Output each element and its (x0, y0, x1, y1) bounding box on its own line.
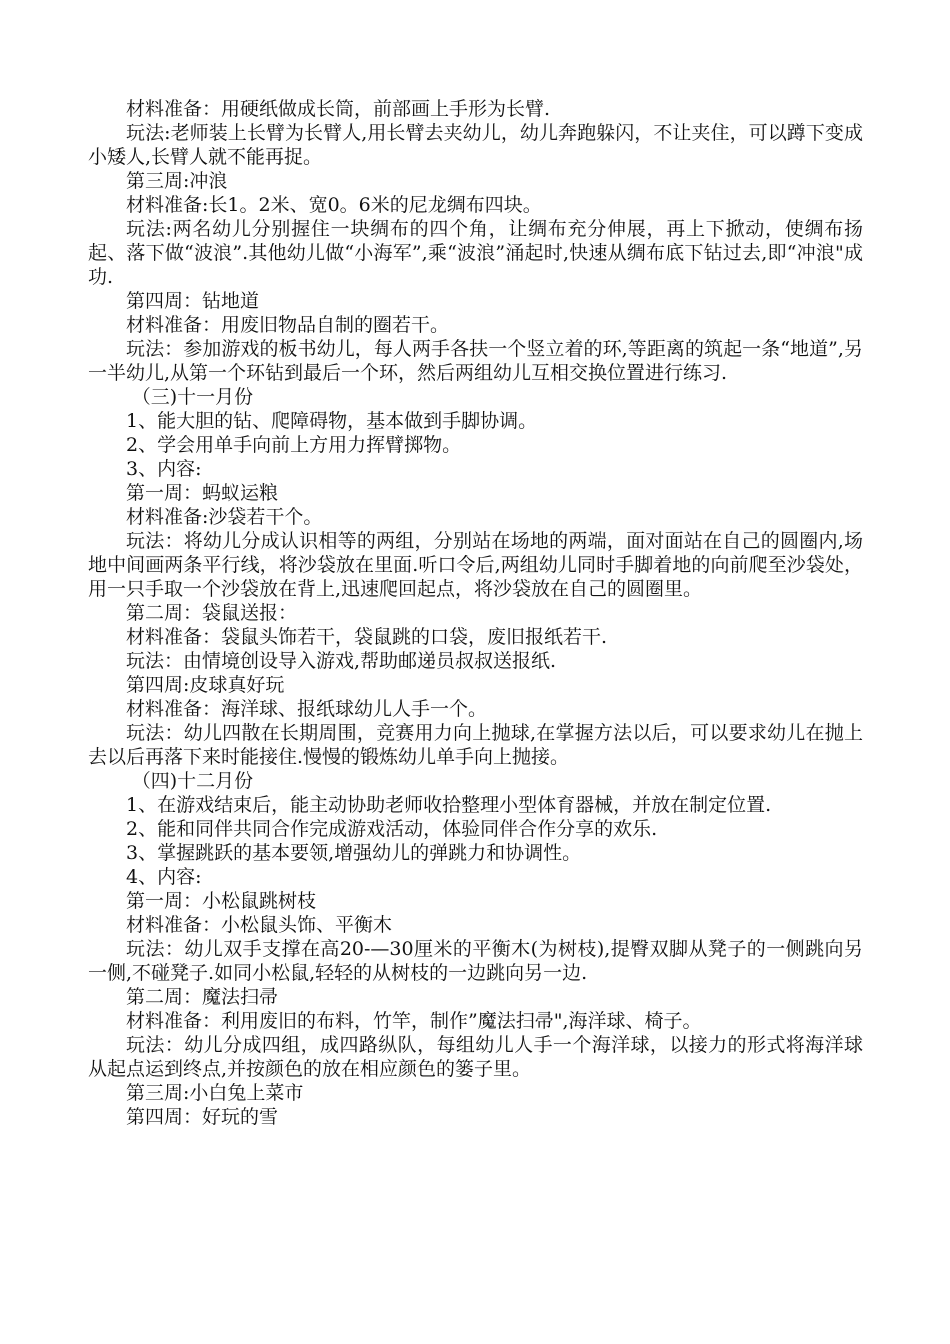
paragraph: 材料准备：用硬纸做成长筒，前部画上手形为长臂. (126, 98, 551, 120)
paragraph: 材料准备:长1。2米、宽0。6米的尼龙绸布四块。 (126, 194, 542, 216)
paragraph: 玩法：幼儿四散在长期周围，竞赛用力向上抛球,在掌握方法以后，可以要求幼儿在抛上去以后再落下来时能接住.慢慢的锻炼幼儿单手向上抛接。 (88, 722, 863, 768)
section-heading: （三)十一月份 (131, 386, 254, 408)
paragraph: 第三周:冲浪 (126, 170, 228, 192)
paragraph: 第三周:小白兔上菜市 (126, 1082, 304, 1104)
paragraph: 材料准备：袋鼠头饰若干，袋鼠跳的口袋，废旧报纸若干. (126, 626, 608, 648)
paragraph: 第四周：好玩的雪 (126, 1106, 279, 1128)
paragraph: 4、内容: (126, 866, 202, 888)
paragraph: 2、能和同伴共同合作完成游戏活动，体验同伴合作分享的欢乐. (126, 818, 658, 840)
paragraph: 第一周：小松鼠跳树枝 (126, 890, 317, 912)
paragraph: 材料准备:沙袋若干个。 (126, 506, 323, 528)
paragraph: 材料准备：小松鼠头饰、平衡木 (126, 914, 393, 936)
paragraph: 3、掌握跳跃的基本要领,增强幼儿的弹跳力和协调性。 (126, 842, 582, 864)
paragraph: 材料准备：用废旧物品自制的圈若干。 (126, 314, 450, 336)
paragraph: 1、能大胆的钻、爬障碍物，基本做到手脚协调。 (126, 410, 538, 432)
paragraph: 3、内容: (126, 458, 202, 480)
paragraph: 第一周：蚂蚁运粮 (126, 482, 279, 504)
paragraph: 玩法：将幼儿分成认识相等的两组，分别站在场地的两端，面对面站在自己的圆圈内,场地中间画两条平行线，将沙袋放在里面.听口令后,两组幼儿同时手脚着地的向前爬至沙袋处，用一只手取一个沙袋放在背上,迅速爬回起点，将沙袋放在自己的圆圈里。 (88, 530, 863, 600)
paragraph: 第二周：魔法扫帚 (126, 986, 279, 1008)
paragraph: 材料准备：海洋球、报纸球幼儿人手一个。 (126, 698, 488, 720)
paragraph: 玩法：由情境创设导入游戏,帮助邮递员叔叔送报纸. (126, 650, 557, 672)
paragraph: 玩法:老师装上长臂为长臂人,用长臂去夹幼儿，幼儿奔跑躲闪，不让夹住，可以蹲下变成小矮人,长臂人就不能再捉。 (88, 122, 863, 168)
section-heading: （四)十二月份 (131, 770, 254, 792)
paragraph: 2、学会用单手向前上方用力挥臂掷物。 (126, 434, 462, 456)
paragraph: 玩法：幼儿分成四组，成四路纵队，每组幼儿人手一个海洋球，以接力的形式将海洋球从起点运到终点,并按颜色的放在相应颜色的篓子里。 (88, 1034, 863, 1080)
paragraph: 第四周:皮球真好玩 (126, 674, 285, 696)
paragraph: 玩法：参加游戏的板书幼儿，每人两手各扶一个竖立着的环,等距离的筑起一条“地道”,另一半幼儿,从第一个环钻到最后一个环，然后两组幼儿互相交换位置进行练习. (88, 338, 863, 384)
document-body (88, 97, 863, 1129)
paragraph: 第四周：钻地道 (126, 290, 260, 312)
paragraph: 材料准备：利用废旧的布料，竹竿，制作”魔法扫帚",海洋球、椅子。 (126, 1010, 702, 1032)
paragraph: 第二周：袋鼠送报： (126, 602, 298, 624)
paragraph: 玩法：幼儿双手支撑在高20-—30厘米的平衡木(为树枝),提臀双脚从凳子的一侧跳向另一侧,不碰凳子.如同小松鼠,轻轻的从树枝的一边跳向另一边. (88, 938, 863, 984)
paragraph: 1、在游戏结束后，能主动协助老师收拾整理小型体育器械，并放在制定位置. (126, 794, 772, 816)
paragraph: 玩法:两名幼儿分别握住一块绸布的四个角，让绸布充分伸展，再上下掀动，使绸布扬起、落下做“波浪”.其他幼儿做“小海军”,乘“波浪”涌起时,快速从绸布底下钻过去,即“冲浪"成功. (88, 218, 863, 288)
